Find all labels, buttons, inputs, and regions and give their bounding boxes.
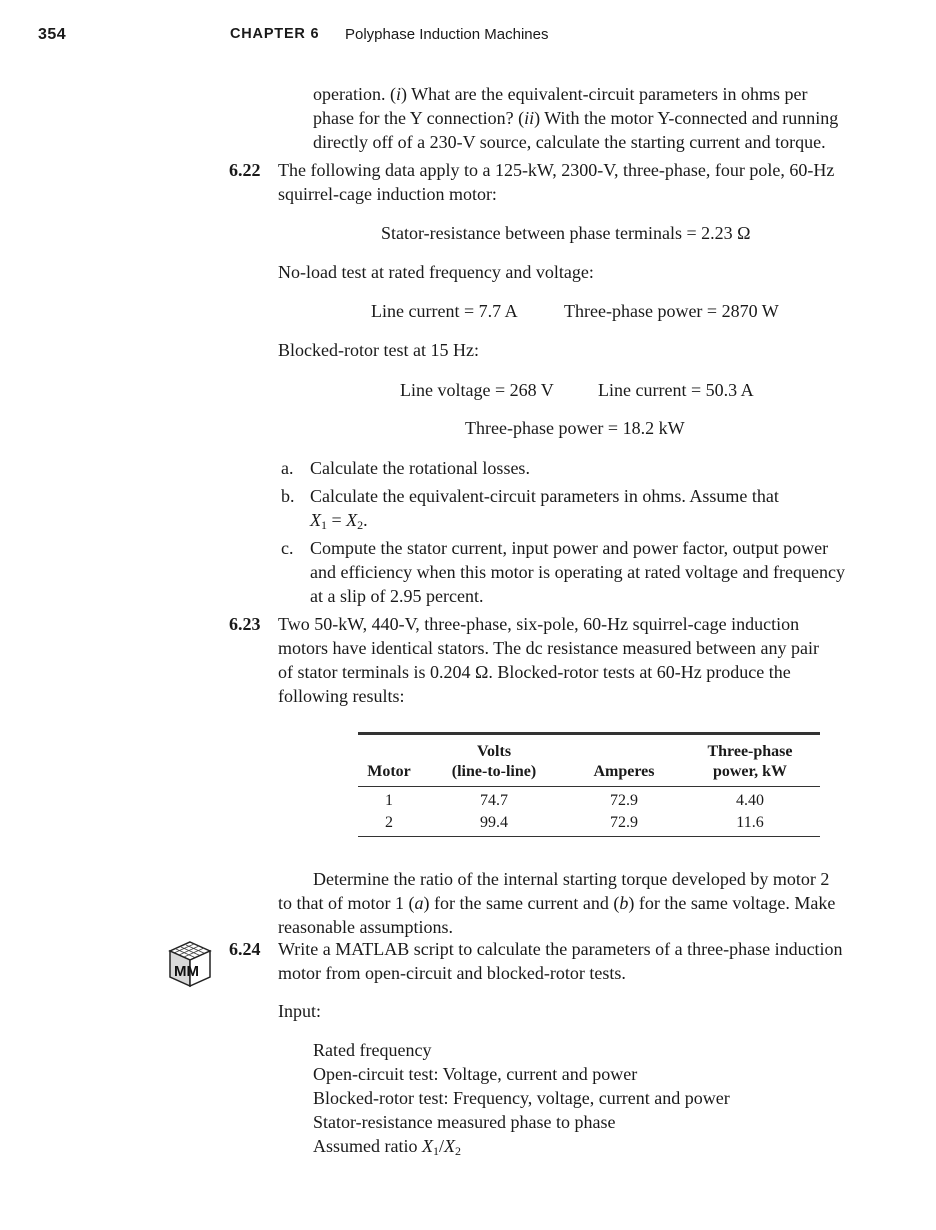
problem-6-23-after-1: Determine the ratio of the internal starting torque developed by motor 2 — [313, 869, 830, 889]
item-c-line-2: and efficiency when this motor is operating at rated voltage and frequency — [310, 562, 845, 582]
cell-power: 11.6 — [736, 814, 764, 831]
cell-amperes: 72.9 — [610, 814, 638, 831]
problem-6-24-line-2: motor from open-circuit and blocked-rotor tests. — [278, 963, 626, 983]
blocked-rotor-intro: Blocked-rotor test at 15 Hz: — [278, 340, 479, 360]
item-letter-b: b. — [281, 486, 295, 506]
cell-volts: 74.7 — [480, 792, 508, 809]
problem-6-23-line-1: Two 50-kW, 440-V, three-phase, six-pole, 60-Hz squirrel-cage induction — [278, 614, 800, 634]
cell-power: 4.40 — [736, 792, 764, 809]
item-a-text: Calculate the rotational losses. — [310, 458, 530, 478]
input-item: Blocked-rotor test: Frequency, voltage, current and power — [313, 1088, 730, 1108]
table-row — [358, 812, 820, 834]
problem-6-22-line-2: squirrel-cage induction motor: — [278, 184, 497, 204]
stator-resistance-equation: Stator-resistance between phase terminals = 2.23 Ω — [381, 223, 751, 243]
svg-text:MM: MM — [174, 963, 199, 980]
item-b-equation: $X_1 = X_2$. — [310, 510, 368, 532]
noload-line-current: Line current = 7.7 A — [371, 301, 518, 321]
blocked-rotor-results-table — [358, 732, 820, 834]
page-number: 354 — [38, 26, 67, 43]
item-b-text: Calculate the equivalent-circuit parameters in ohms. Assume that — [310, 486, 779, 506]
input-label: Input: — [278, 1001, 321, 1021]
problem-6-23-line-2: motors have identical stators. The dc resistance measured between any pair — [278, 638, 819, 658]
matlab-cube-icon — [168, 940, 212, 988]
input-item: Rated frequency — [313, 1040, 432, 1060]
header-motor: Motor — [367, 763, 411, 780]
cell-volts: 99.4 — [480, 814, 508, 831]
noload-test-intro: No-load test at rated frequency and voltage: — [278, 262, 594, 282]
table-bottom-rule — [358, 836, 820, 837]
item-letter-c: c. — [281, 538, 294, 558]
chapter-label: CHAPTER 6 — [230, 26, 320, 42]
problem-number-6-23: 6.23 — [229, 614, 261, 634]
cell-motor: 1 — [385, 792, 393, 809]
problem-6-24-line-1: Write a MATLAB script to calculate the parameters of a three-phase induction — [278, 939, 843, 959]
problem-6-23-line-4: following results: — [278, 686, 405, 706]
cell-amperes: 72.9 — [610, 792, 638, 809]
header-power: Three-phase power, kW — [707, 743, 793, 780]
noload-three-phase-power: Three-phase power = 2870 W — [564, 301, 779, 321]
table-row — [358, 786, 820, 812]
item-c-line-1: Compute the stator current, input power and power factor, output power — [310, 538, 829, 558]
blocked-line-current: Line current = 50.3 A — [598, 380, 754, 400]
continuation-line-2: phase for the Y connection? (ii) With the motor Y-connected and running — [313, 108, 839, 128]
problem-6-23-after-3: reasonable assumptions. — [278, 917, 453, 937]
item-c-line-3: at a slip of 2.95 percent. — [310, 586, 484, 606]
header-amperes: Amperes — [593, 763, 655, 780]
blocked-three-phase-power: Three-phase power = 18.2 kW — [465, 418, 685, 438]
problem-6-22-line-1: The following data apply to a 125-kW, 2300-V, three-phase, four pole, 60-Hz — [278, 160, 835, 180]
problem-6-23-line-3: of stator terminals is 0.204 Ω. Blocked-rotor tests at 60-Hz produce the — [278, 662, 791, 682]
continuation-line-1: operation. (i) What are the equivalent-circuit parameters in ohms per — [313, 84, 808, 104]
cell-motor: 2 — [385, 814, 393, 831]
blocked-line-voltage: Line voltage = 268 V — [400, 380, 554, 400]
input-item-ratio: Assumed ratio $X_1/X_2$ — [313, 1136, 461, 1158]
chapter-title: Polyphase Induction Machines — [345, 26, 549, 43]
problem-6-23-after-2: to that of motor 1 (a) for the same current and (b) for the same voltage. Make — [278, 893, 836, 913]
continuation-line-3: directly off of a 230-V source, calculate the starting current and torque. — [313, 132, 826, 152]
header-volts: Volts (line-to-line) — [451, 743, 537, 780]
page-header — [0, 26, 936, 48]
item-letter-a: a. — [281, 458, 294, 478]
problem-number-6-22: 6.22 — [229, 160, 261, 180]
problem-number-6-24: 6.24 — [229, 939, 261, 959]
input-item: Stator-resistance measured phase to phase — [313, 1112, 616, 1132]
input-item: Open-circuit test: Voltage, current and power — [313, 1064, 638, 1084]
